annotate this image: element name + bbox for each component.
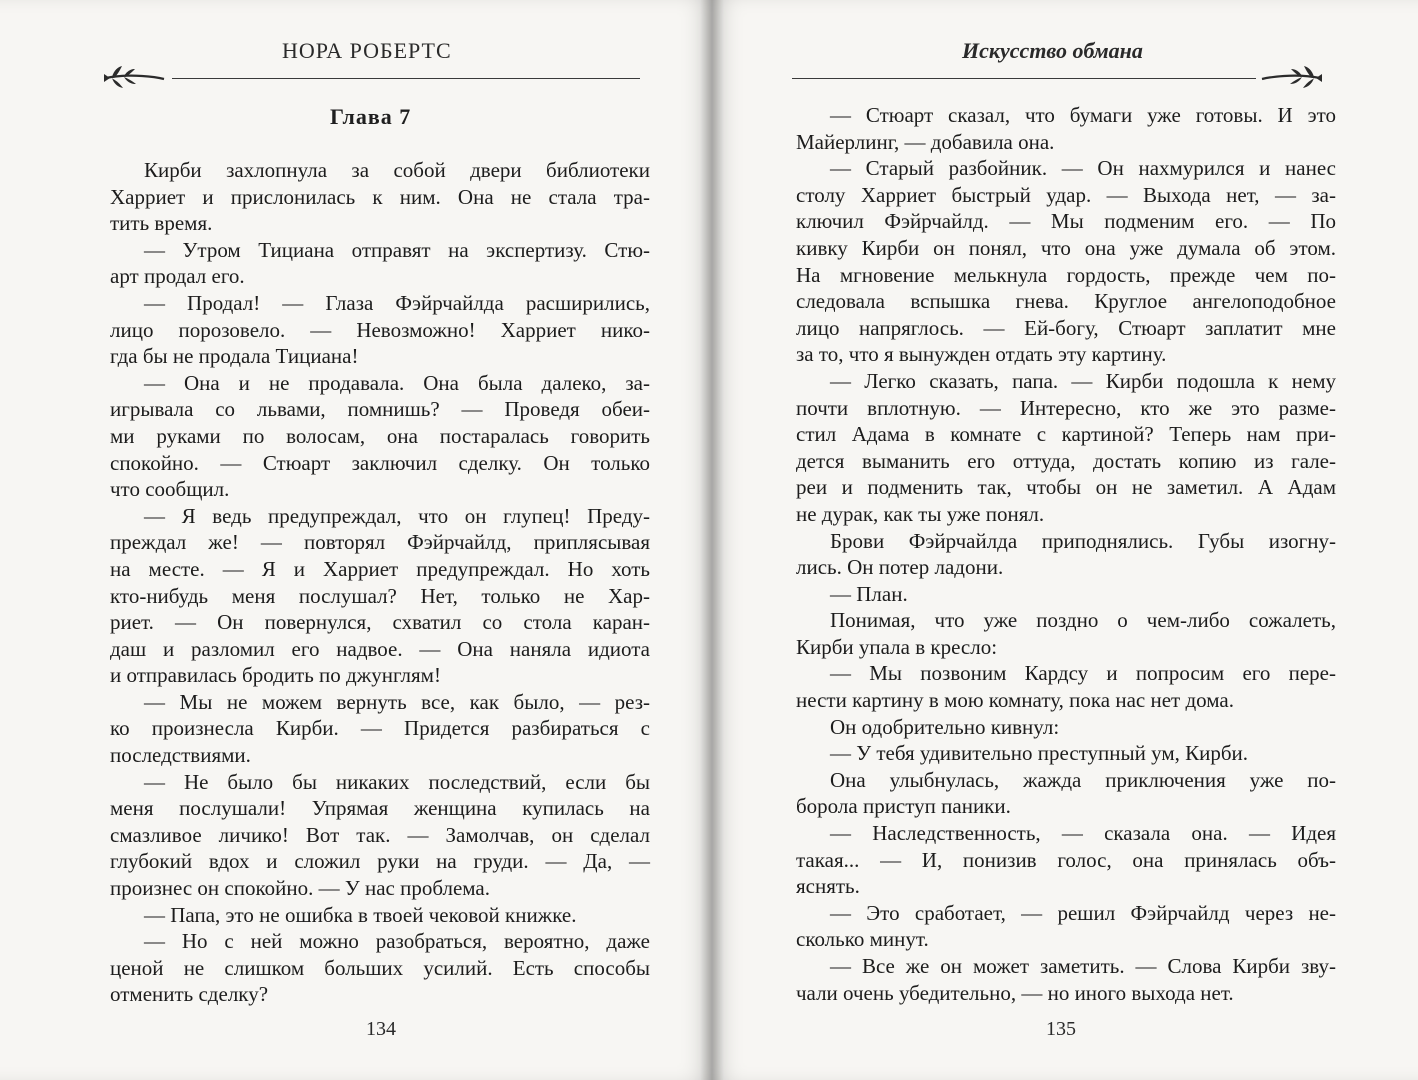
text-line: — План. <box>830 581 908 606</box>
text-line: — Легко сказать, папа. — Кирби подошла к нему <box>830 368 1336 393</box>
text-line: сколько минут. <box>796 927 929 952</box>
text-line: глубокий вдох и сложил руки на груди. — Да, — <box>110 849 650 874</box>
text-line: меня послушали! Упрямая женщина купилась на <box>110 796 650 821</box>
text-line: на месте. — Я и Харриет предупреждал. Но хоть <box>110 556 650 581</box>
text-line: — Продал! — Глаза Фэйрчайлда расширились, <box>144 290 650 315</box>
text-line: — Все же он может заметить. — Слова Кирби зву- <box>830 954 1336 978</box>
text-line: Он одобрительно кивнул: <box>830 714 1060 739</box>
text-line: и отправилась бродить по джунглям! <box>110 663 441 688</box>
text-line: — Стюарт сказал, что бумаги уже готовы. И это <box>830 103 1336 127</box>
text-line: отменить сделку? <box>110 982 269 1007</box>
running-head-author: НОРА РОБЕРТС <box>282 38 452 63</box>
text-line: арт продал его. <box>110 264 245 289</box>
page-number-left: 134 <box>366 1018 396 1040</box>
text-line: чали очень убедительно, — но иного выхода нет. <box>796 980 1234 1005</box>
text-line: гда бы не продала Тициана! <box>110 344 359 369</box>
body-text-left <box>110 157 650 1008</box>
text-line: — Не было бы никаких последствий, если бы <box>144 769 650 794</box>
text-line: за то, что я вынужден отдать эту картину. <box>796 342 1167 367</box>
text-line: лицо порозовело. — Невозможно! Харриет нико- <box>110 317 650 342</box>
text-line: преждал же! — повторял Фэйрчайлд, приплясывая <box>110 530 650 555</box>
text-line: кивку Кирби он понял, что она уже думала об этом. <box>796 235 1336 260</box>
chapter-title: Глава 7 <box>330 104 412 129</box>
text-line: ко произнесла Кирби. — Придется разбираться с <box>110 716 650 741</box>
text-line: — Но с ней можно разобраться, вероятно, даже <box>144 929 650 954</box>
text-line: Кирби захлопнула за собой двери библиотеки <box>144 158 650 182</box>
text-line: ключил Фэйрчайлд. — Мы подменим его. — По <box>796 209 1336 234</box>
text-line: кто-нибудь меня послушал? Нет, только не Хар- <box>110 583 650 608</box>
text-line: — Она и не продавала. Она была далеко, за- <box>144 370 650 395</box>
text-line: смазливое личико! Вот так. — Замолчав, он сделал <box>110 822 650 847</box>
text-line: Она улыбнулась, жажда приключения уже по- <box>830 767 1336 792</box>
text-line: — Мы позвоним Кардсу и попросим его пере- <box>830 661 1336 686</box>
fleuron-ornament-right-icon <box>1260 58 1324 92</box>
text-line: следовала вспышка гнева. Круглое ангелоподобное <box>796 289 1336 314</box>
text-line: Брови Фэйрчайлда приподнялись. Губы изогну- <box>830 528 1336 553</box>
text-line: яснять. <box>796 874 860 899</box>
text-line: На мгновение мелькнула гордость, прежде чем по- <box>796 262 1336 287</box>
text-line: ценой не слишком больших усилий. Есть способы <box>110 955 650 980</box>
text-line: — Я ведь предупреждал, что он глупец! Преду- <box>144 503 650 528</box>
text-line: ми руками по волосам, она постаралась говорить <box>110 423 650 448</box>
text-line: тить время. <box>110 211 213 236</box>
text-line: спокойно. — Стюарт заключил сделку. Он только <box>110 450 650 475</box>
body-text-right <box>796 102 1336 1006</box>
running-head-title: Искусство обмана <box>962 38 1143 63</box>
text-line: произнес он спокойно. — У нас проблема. <box>110 876 490 901</box>
text-line: — Наследственность, — сказала она. — Идея <box>830 821 1336 846</box>
text-line: риет. — Он повернулся, схватил со стола каран- <box>110 610 650 635</box>
header-rule <box>172 78 640 79</box>
text-line: — У тебя удивительно преступный ум, Кирби. <box>830 741 1249 766</box>
text-line: игрывала со львами, помнишь? — Проведя обеи- <box>110 397 650 422</box>
text-line: — Старый разбойник. — Он нахмурился и нанес <box>830 156 1336 181</box>
text-line: — Папа, это не ошибка в твоей чековой книжке. <box>144 902 577 927</box>
text-line: лицо напряглось. — Ей-богу, Стюарт заплатит мне <box>796 315 1336 340</box>
text-line: реи и подменить так, чтобы он не заметил. А Адам <box>796 475 1336 500</box>
text-line: столу Харриет быстрый удар. — Выхода нет, — за- <box>796 182 1336 207</box>
text-line: Кирби упала в кресло: <box>796 634 998 659</box>
text-line: даш и разломил его надвое. — Она наняла идиота <box>110 636 650 661</box>
text-line: дется выманить его оттуда, достать копию из гале- <box>796 448 1336 473</box>
text-line: Харриет и прислонилась к ним. Она не стала тра- <box>110 184 650 209</box>
text-line: — Это сработает, — решил Фэйрчайлд через не- <box>830 900 1336 925</box>
text-line: Понимая, что уже поздно о чем-либо сожалеть, <box>830 608 1336 633</box>
text-line: борола приступ паники. <box>796 794 1011 819</box>
page-number-right: 135 <box>1046 1018 1076 1040</box>
text-line: последствиями. <box>110 743 251 768</box>
text-line: лись. Он потер ладони. <box>796 555 1004 580</box>
text-line: — Мы не можем вернуть все, как было, — рез- <box>144 689 650 714</box>
text-line: Майерлинг, — добавила она. <box>796 129 1055 154</box>
text-line: стил Адама в комнате с картиной? Теперь нам при- <box>796 422 1336 447</box>
text-line: такая... — И, понизив голос, она принялась объ- <box>796 847 1336 872</box>
fleuron-ornament-left-icon <box>102 58 166 92</box>
header-rule <box>792 78 1256 79</box>
text-line: не дурак, как ты уже понял. <box>796 501 1045 526</box>
right-page <box>712 0 1418 1080</box>
text-line: нести картину в мою комнату, пока нас нет дома. <box>796 688 1234 713</box>
text-line: что сообщил. <box>110 477 230 502</box>
text-line: почти вплотную. — Интересно, кто же это разме- <box>796 395 1336 420</box>
text-line: — Утром Тициана отправят на экспертизу. Стю- <box>144 237 650 262</box>
